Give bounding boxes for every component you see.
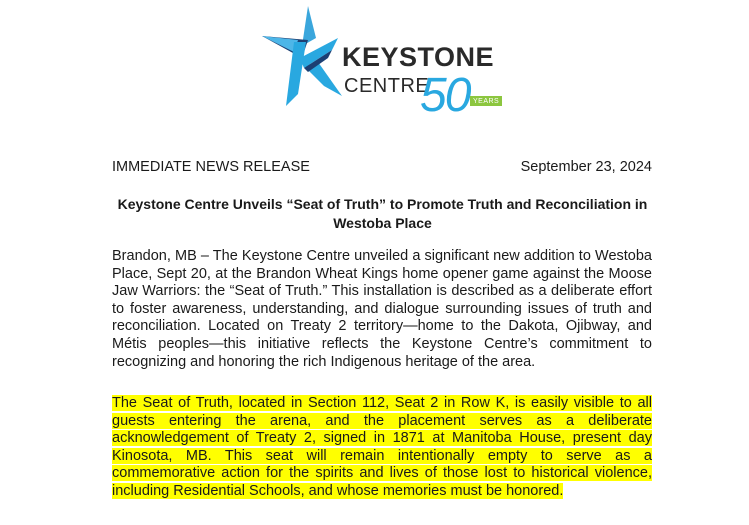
brand-name: KEYSTONE (342, 42, 495, 72)
anniversary-number: 50 (420, 69, 470, 122)
keystone-centre-logo (258, 6, 508, 124)
brand-subtitle: CENTRE (344, 75, 430, 97)
release-type: IMMEDIATE NEWS RELEASE (112, 159, 310, 175)
paragraph-intro (112, 248, 652, 371)
anniversary-years-tag: YEARS (470, 96, 502, 106)
release-date: September 23, 2024 (520, 159, 652, 175)
paragraph-intro-text: Brandon, MB – The Keystone Centre unveiled a significant new addition to Westoba Place, Sept 20, at the Brandon Wheat Kings home opener game against the Moose Jaw Warriors: the “Seat of Truth.” This installation is described as a deliberate effort to foster awareness, understanding, and dialogue surrounding issues of truth and reconciliation. Located on Treaty 2 territory—home to the Dakota, Ojibway, and Métis peoples—this initiative reflects the Keystone Centre’s commitment to recognizing and honoring the rich Indigenous heritage of the area. (112, 248, 652, 370)
headline: Keystone Centre Unveils “Seat of Truth” to Promote Truth and Reconciliation in Westoba Place (117, 196, 648, 231)
highlighted-text: The Seat of Truth, located in Section 112, Seat 2 in Row K, is easily visible to all guests entering the arena, and the placement serves as a deliberate acknowledgement of Treaty 2, signed in 1871 at Manitoba House, present day Kinosota, MB. This seat will remain intentionally empty to serve as a commemorative action for the spirits and lives of those lost to historical violence, including Residential Schools, and whose memories must be honored. (112, 395, 652, 499)
paragraph-seat-of-truth (112, 395, 652, 501)
